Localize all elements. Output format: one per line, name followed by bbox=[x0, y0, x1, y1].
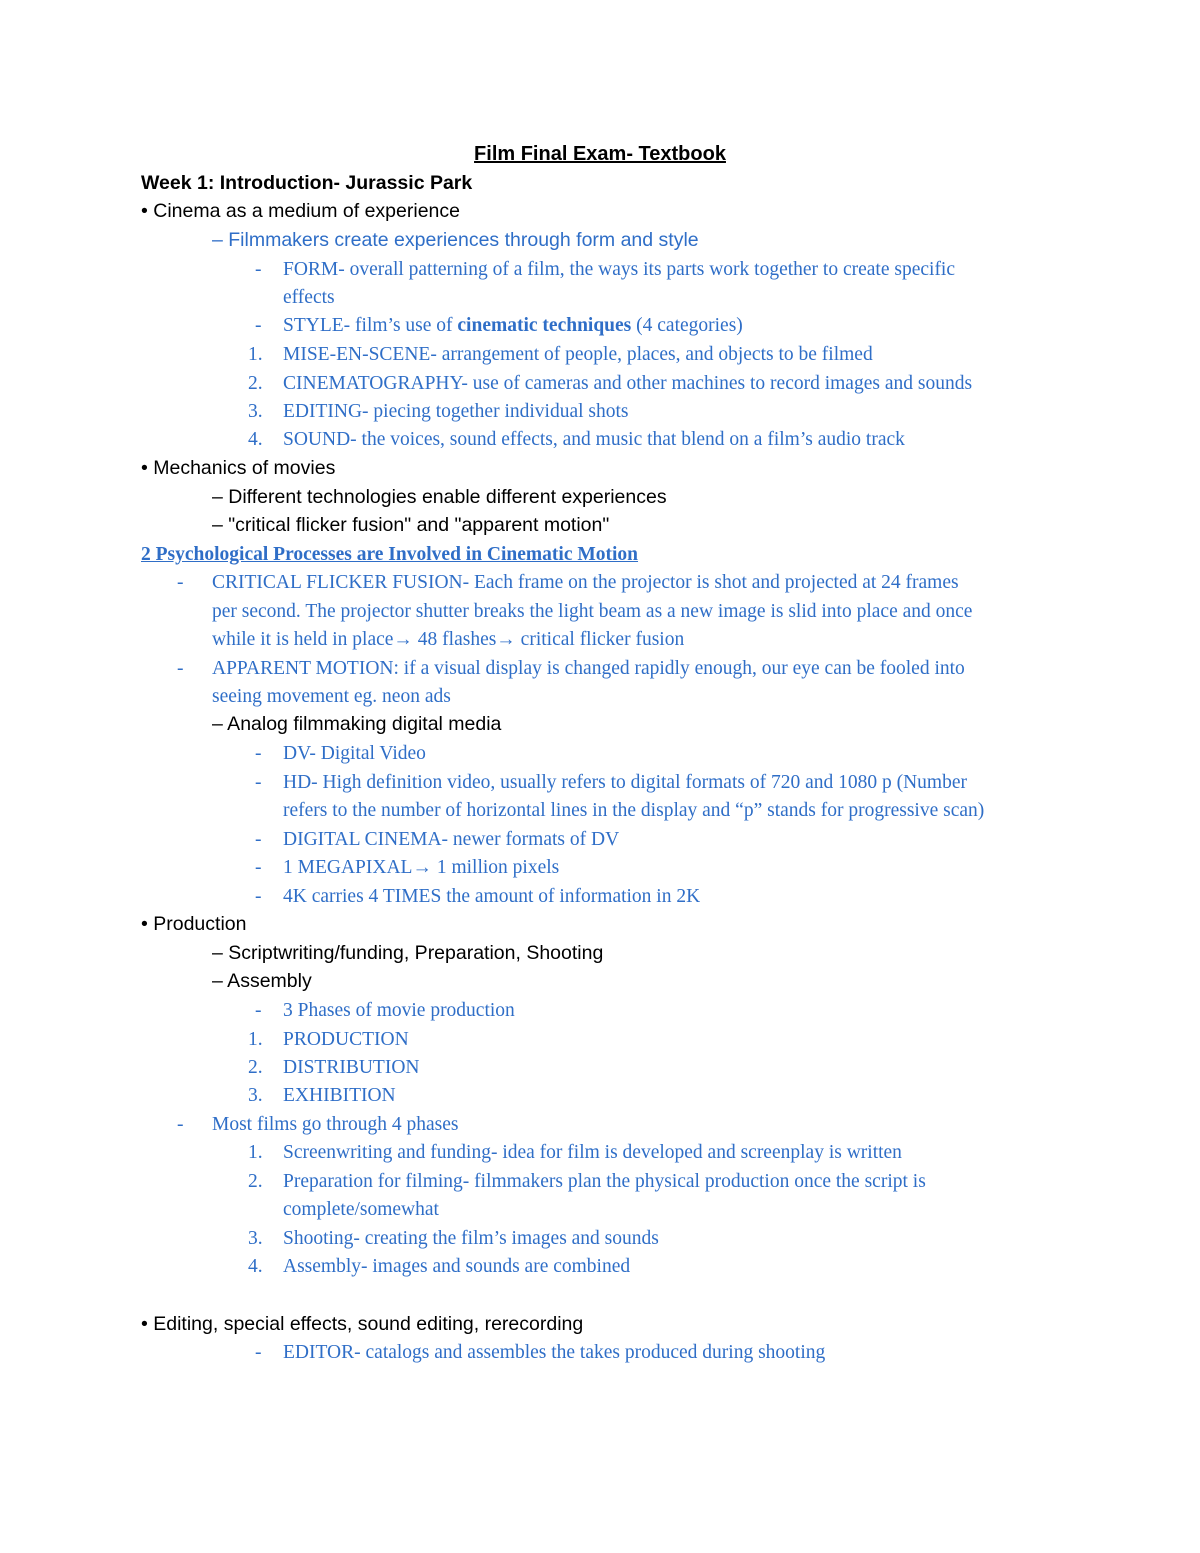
bullet-cinema-medium: • Cinema as a medium of experience bbox=[141, 200, 460, 222]
note-cff-cont: per second. The projector shutter breaks the light beam as a new image is slid into place and once bbox=[212, 601, 973, 622]
subpoint-filmmakers: – Filmmakers create experiences through form and style bbox=[212, 229, 699, 251]
note-shooting: Shooting- creating the film’s images and sounds bbox=[283, 1228, 659, 1249]
note-screenwriting: Screenwriting and funding- idea for film is developed and screenplay is written bbox=[283, 1142, 902, 1163]
note-style-tail: (4 categories) bbox=[631, 315, 743, 336]
note-megapixal: 1 MEGAPIXAL→ 1 million pixels bbox=[283, 857, 560, 878]
number-marker: 4. bbox=[248, 1256, 263, 1277]
note-three-phases: 3 Phases of movie production bbox=[283, 1000, 515, 1021]
note-sound: SOUND- the voices, sound effects, and music that blend on a film’s audio track bbox=[283, 429, 905, 450]
number-marker: 1. bbox=[248, 1142, 263, 1163]
number-marker: 2. bbox=[248, 1171, 263, 1192]
note-assembly: Assembly- images and sounds are combined bbox=[283, 1256, 631, 1277]
dash-marker: - bbox=[255, 1000, 262, 1021]
bullet-production: • Production bbox=[141, 913, 247, 935]
number-marker: 1. bbox=[248, 1029, 263, 1050]
note-exhibition: EXHIBITION bbox=[283, 1085, 396, 1106]
dash-marker: - bbox=[177, 658, 184, 679]
note-apparent-motion: APPARENT MOTION: if a visual display is changed rapidly enough, our eye can be fooled into bbox=[212, 658, 965, 679]
dash-marker: - bbox=[177, 572, 184, 593]
note-4k: 4K carries 4 TIMES the amount of information in 2K bbox=[283, 886, 701, 907]
subpoint-cff-apparent: – "critical flicker fusion" and "apparent motion" bbox=[212, 514, 610, 536]
note-form-cont: effects bbox=[283, 287, 335, 308]
psych-processes-heading: 2 Psychological Processes are Involved in Cinematic Motion bbox=[141, 544, 639, 565]
subpoint-diff-tech: – Different technologies enable different experiences bbox=[212, 486, 667, 508]
document-title: Film Final Exam- Textbook bbox=[474, 143, 726, 165]
subpoint-analog: – Analog filmmaking digital media bbox=[212, 713, 502, 735]
note-style bbox=[283, 316, 743, 336]
note-production: PRODUCTION bbox=[283, 1029, 409, 1050]
note-digital-cinema: DIGITAL CINEMA- newer formats of DV bbox=[283, 829, 620, 850]
number-marker: 2. bbox=[248, 1057, 263, 1078]
dash-marker: - bbox=[255, 743, 262, 764]
bullet-mechanics: • Mechanics of movies bbox=[141, 457, 336, 479]
note-editing: EDITING- piecing together individual shots bbox=[283, 401, 629, 422]
number-marker: 1. bbox=[248, 344, 263, 365]
note-mise: MISE-EN-SCENE- arrangement of people, places, and objects to be filmed bbox=[283, 344, 873, 365]
dash-marker: - bbox=[255, 772, 262, 793]
subpoint-assembly: – Assembly bbox=[212, 970, 312, 992]
week-heading: Week 1: Introduction- Jurassic Park bbox=[141, 172, 473, 194]
number-marker: 2. bbox=[248, 373, 263, 394]
dash-marker: - bbox=[255, 1342, 262, 1363]
note-apparent-motion-cont: seeing movement eg. neon ads bbox=[212, 686, 451, 707]
number-marker: 3. bbox=[248, 1228, 263, 1249]
note-dv: DV- Digital Video bbox=[283, 743, 426, 764]
note-distribution: DISTRIBUTION bbox=[283, 1057, 420, 1078]
number-marker: 3. bbox=[248, 1085, 263, 1106]
note-editor: EDITOR- catalogs and assembles the takes produced during shooting bbox=[283, 1342, 826, 1363]
note-preparation-cont: complete/somewhat bbox=[283, 1199, 439, 1220]
bullet-editing-fx: • Editing, special effects, sound editing, rerecording bbox=[141, 1313, 584, 1335]
dash-marker: - bbox=[177, 1114, 184, 1135]
note-preparation: Preparation for filming- filmmakers plan the physical production once the script is bbox=[283, 1171, 926, 1192]
note-style-text: STYLE- film’s use of bbox=[283, 315, 458, 336]
note-cinematography: CINEMATOGRAPHY- use of cameras and other machines to record images and sounds bbox=[283, 373, 973, 394]
number-marker: 4. bbox=[248, 429, 263, 450]
subpoint-scriptwriting: – Scriptwriting/funding, Preparation, Shooting bbox=[212, 942, 604, 964]
note-cff: CRITICAL FLICKER FUSION- Each frame on the projector is shot and projected at 24 frames bbox=[212, 572, 959, 593]
dash-marker: - bbox=[255, 259, 262, 280]
dash-marker: - bbox=[255, 857, 262, 878]
note-most-films: Most films go through 4 phases bbox=[212, 1114, 459, 1135]
note-hd: HD- High definition video, usually refers to digital formats of 720 and 1080 p (Number bbox=[283, 772, 967, 793]
dash-marker: - bbox=[255, 886, 262, 907]
note-cff-cont: while it is held in place→ 48 flashes→ critical flicker fusion bbox=[212, 629, 685, 650]
dash-marker: - bbox=[255, 829, 262, 850]
note-style-bold: cinematic techniques bbox=[457, 315, 632, 336]
number-marker: 3. bbox=[248, 401, 263, 422]
note-form: FORM- overall patterning of a film, the ways its parts work together to create specific bbox=[283, 259, 956, 280]
note-hd-cont: refers to the number of horizontal lines in the display and “p” stands for progressive scan) bbox=[283, 800, 985, 821]
dash-marker: - bbox=[255, 315, 262, 336]
